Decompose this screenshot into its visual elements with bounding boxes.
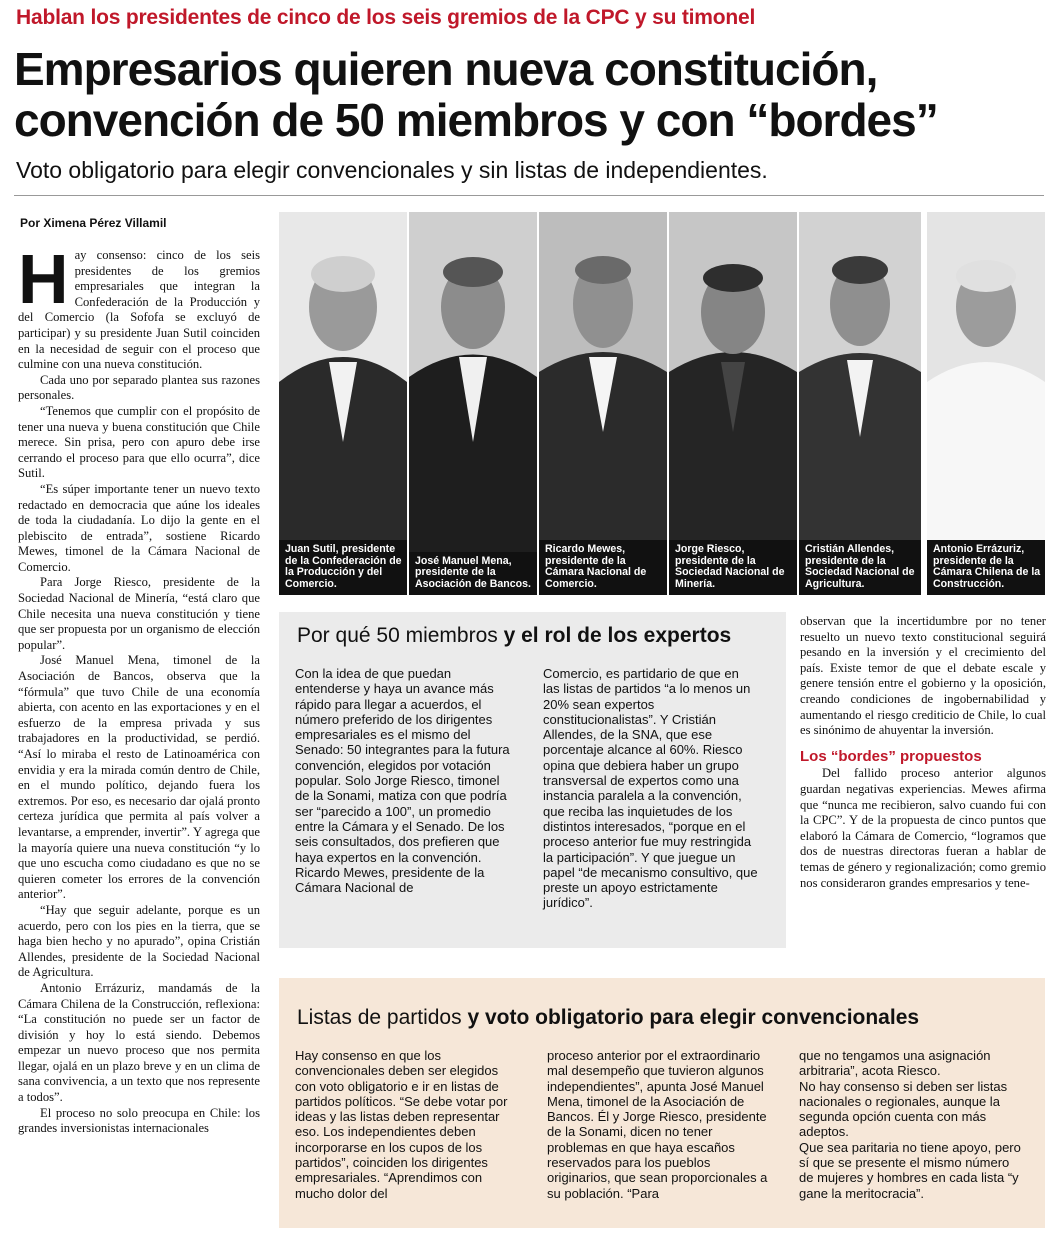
headline xyxy=(14,44,1044,146)
portrait-ricardo-mewes xyxy=(539,212,667,595)
portrait-strip xyxy=(279,212,1045,595)
portrait-jorge-riesco xyxy=(669,212,797,595)
box-column-3 xyxy=(799,1048,1025,1201)
paragraph: Cada uno por separado plantea sus razones personales. xyxy=(18,372,260,403)
kicker: Hablan los presidentes de cinco de los seis gremios de la CPC y su timonel xyxy=(16,6,756,29)
paragraph: “Hay que seguir adelante, porque es un acuerdo, pero con los pies en la tierra, que se haga bien hecho y no apurado”, opina Cristián Allendes, presidente de la Sociedad Nacional de Agricultura. xyxy=(18,902,260,980)
portrait-jose-manuel-mena xyxy=(409,212,537,595)
paragraph: “Es súper importante tener un nuevo texto redactado en democracia que aúne los ideales de toda la ciudadanía. Lo dijo la gente en el plebiscito de entrada”, sostiene Ricardo Mewes, timonel de la Cámara Nacional de Comercio. xyxy=(18,481,260,574)
divider xyxy=(14,195,1044,196)
portrait-image xyxy=(279,212,407,595)
box-column-1: Con la idea de que puedan entenderse y haya un avance más rápido para llegar a acuerdos, el número preferido de los dirigentes empresariales es el mismo del Senado: 50 integrantes para la futura convención, elegidos por votación popular. Solo Jorge Riesco, timonel de la Sonami, matiza con que podría ser “parecido a 100”, un promedio entre la Cámara y el Senado. De los seis consultados, dos prefieren que haya expertos en la convención. Ricardo Mewes, presidente de la Cámara Nacional de xyxy=(295,666,510,896)
portrait-image xyxy=(409,212,537,595)
article-column-1 xyxy=(18,248,260,1233)
paragraph: que no tengamos una asignación arbitraria”, acota Riesco. xyxy=(799,1048,991,1079)
paragraph: Que sea paritaria no tiene apoyo, pero sí que se presente el mismo número de mujeres y hombres en cada lista “y gane la meritocracia”. xyxy=(799,1139,1021,1201)
portrait-cristian-allendes xyxy=(799,212,921,595)
drop-cap: H xyxy=(18,248,69,318)
portrait-juan-sutil xyxy=(279,212,407,595)
paragraph: Hay consenso: cinco de los seis presidentes de los gremios empresariales que integran la Confederación de la Producción y del Comercio (la Sofofa se excluyó de participar) y su presidente Juan Sutil coinciden en la necesidad de seguir con el proceso que culmine con una nueva constitución. xyxy=(18,248,260,372)
box-column-2: proceso anterior por el extraordinario mal desempeño que tuvieron algunos independientes”, apunta José Manuel Mena, timonel de la Asociación de Bancos. Él y Jorge Riesco, presidente de la Sonami, dicen no tener problemas en que haya escaños reservados para los pueblos originarios, que sean proporcionales a su población. “Para xyxy=(547,1048,768,1201)
headline-line-1: Empresarios quieren nueva constitución, xyxy=(14,43,878,95)
paragraph: Antonio Errázuriz, mandamás de la Cámara Chilena de la Construcción, reflexiona: “La constitución no puede ser un factor de división y hoy lo está siendo. Debemos empezar un nuevo proceso que nos permita llegar, ojalá en un plazo breve y en un clima de sana convivencia, a un texto que nos represente a todos”. xyxy=(18,980,260,1105)
portrait-image xyxy=(799,212,921,595)
portrait-image xyxy=(669,212,797,595)
paragraph: Del fallido proceso anterior algunos guardan negativas experiencias. Mewes afirma que “nunca me recibieron, salvo cuando fui con la CPC”. Y de la propuesta de cinco puntos que elaboró la Cámara de Comercio, “logramos que dos de nuestras directoras fueran a hablar de temas de género y regionalización; como gremio nos consideraron grandes empresarios y tene- xyxy=(800,766,1046,890)
portrait-image xyxy=(927,212,1045,595)
box-column-1: Hay consenso en que los convencionales deben ser elegidos con voto obligatorio e ir en listas de partidos políticos. “Se debe votar por ideas y las listas deben representar eso. Los independientes deben incorporarse en los cupos de los partidos”, coinciden los dirigentes empresariales. “Aprendimos con mucho dolor del xyxy=(295,1048,508,1201)
photo-caption: José Manuel Mena, presidente de la Asociación de Bancos. xyxy=(409,552,537,595)
sidebar-box-50-miembros xyxy=(279,612,786,948)
portrait-antonio-errazuriz xyxy=(927,212,1045,595)
photo-caption: Antonio Errázuriz, presidente de la Cámara Chilena de la Construcción. xyxy=(927,540,1045,595)
sidebar-box-listas-partidos xyxy=(279,978,1045,1228)
portrait-image xyxy=(539,212,667,595)
photo-caption: Cristián Allendes, presidente de la Sociedad Nacional de Agricultura. xyxy=(799,540,921,595)
box-column-2: Comercio, es partidario de que en las listas de partidos “a lo menos un 20% sean expertos constitucionalistas”. Y Cristián Allendes, de la SNA, que ese porcentaje alcance al 60%. Riesco opina que debiera haber un grupo transversal de expertos como una instancia paralela a la convención, que reciba las inquietudes de los distintos interesados, “porque en el proceso anterior fue muy restringida la participación”. Y que juegue un papel “de mecanismo consultivo, que preste un apoyo estrictamente jurídico”. xyxy=(543,666,758,911)
paragraph: Para Jorge Riesco, presidente de la Sociedad Nacional de Minería, “está claro que Chile necesita una nueva constitución y tiene que ser propuesta por un organismo de elección popular”. xyxy=(18,575,260,652)
photo-caption: Ricardo Mewes, presidente de la Cámara Nacional de Comercio. xyxy=(539,540,667,595)
subheadline: Voto obligatorio para elegir convencionales y sin listas de independientes. xyxy=(16,157,768,183)
paragraph: José Manuel Mena, timonel de la Asociación de Bancos, observa que la “fórmula” que tuvo Chile de una economía abierta, con acento en las exportaciones y en el esfuerzo de la empresa privada y sus trabajadores en la productividad, se perdió. “Así lo miraba el resto de Latinoamérica con envidia y era la mirada común dentro de Chile, en el mundo político, dejando fuera los extremos. Por eso, es necesario dar ojalá pronto certeza jurídica que permita al país volver a levantarse, a emprender, invertir”. Y agrega que la mayoría quiere una nueva constitución “y lo que uno escucha como ciudadano es que no se quieren cometer los errores de la convención anterior”. xyxy=(18,653,260,902)
paragraph: observan que la incertidumbre por no tener resuelto un nuevo texto constitucional seguirá pesando en la inversión y el crecimiento del país. Existe temor de que el debate escale y genere tensión entre el gobierno y la oposición, creando condiciones de ingobernabilidad y aumentando el riesgo crediticio de Chile, lo cual es sinónimo de ahuyentar la inversión. xyxy=(800,614,1046,738)
headline-line-2: convención de 50 miembros y con “bordes” xyxy=(14,94,938,146)
paragraph: El proceso no solo preocupa en Chile: los grandes inversionistas internacionales xyxy=(18,1105,260,1136)
section-subhead: Los “bordes” propuestos xyxy=(800,747,982,765)
box-title: Listas de partidos y voto obligatorio para elegir convencionales xyxy=(297,1006,920,1029)
paragraph: “Tenemos que cumplir con el propósito de tener una nueva y buena constitución que Chile merece. Sin prisa, pero con apuro debe irse cerrando el proceso para que ello ocurra”, dice Sutil. xyxy=(18,403,260,481)
paragraph: No hay consenso si deben ser listas nacionales o regionales, aunque la segunda opción cuenta con más adeptos. xyxy=(799,1078,1008,1140)
byline: Por Ximena Pérez Villamil xyxy=(20,216,167,230)
box-title: Por qué 50 miembros y el rol de los expertos xyxy=(297,624,732,647)
article-column-4 xyxy=(800,614,1046,891)
photo-caption: Jorge Riesco, presidente de la Sociedad Nacional de Minería. xyxy=(669,540,797,595)
photo-caption: Juan Sutil, presidente de la Confederación de la Producción y del Comercio. xyxy=(279,540,407,595)
